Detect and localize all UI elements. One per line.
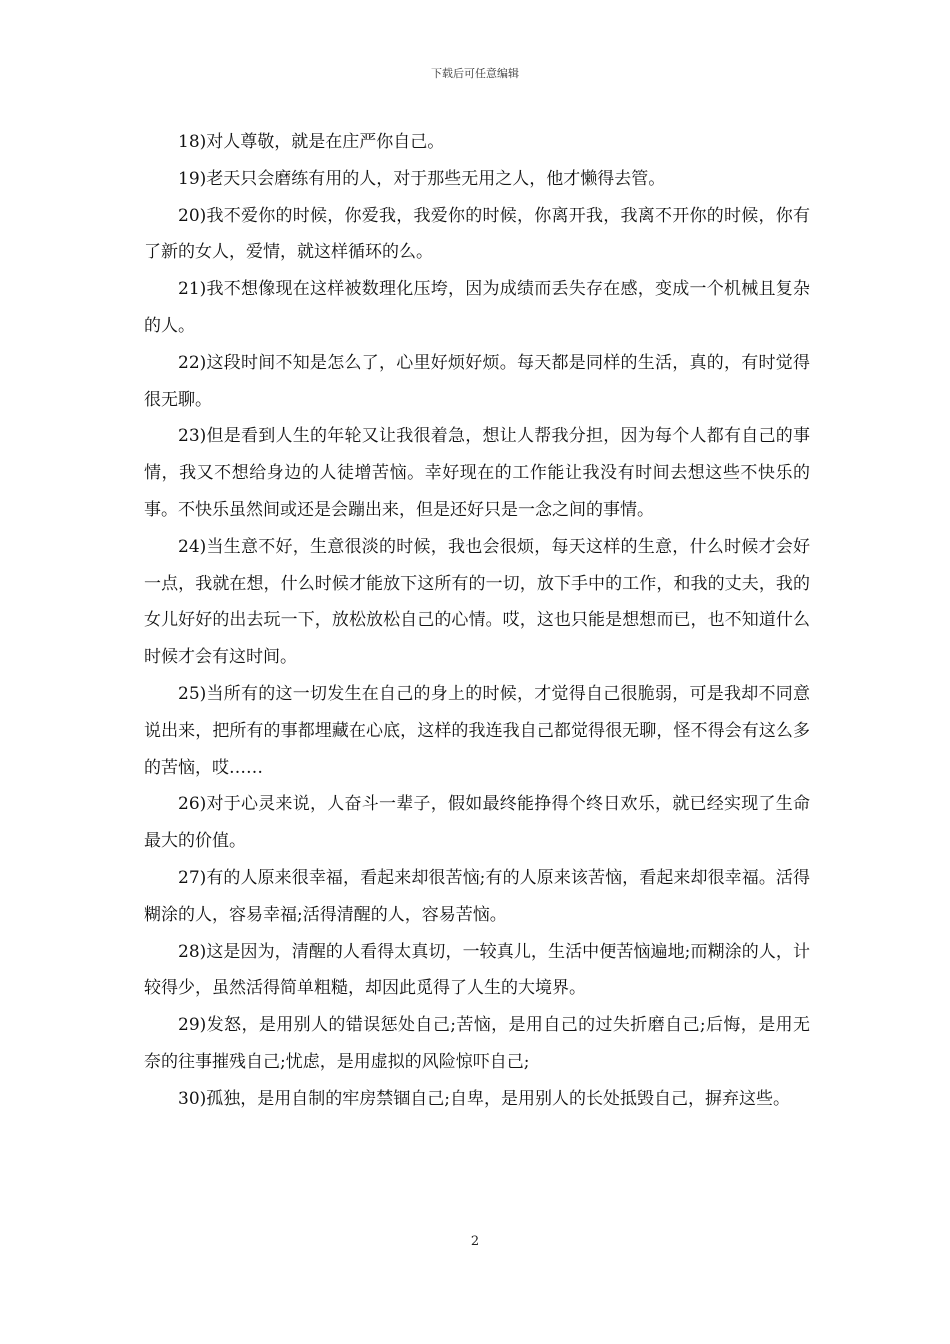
paragraph-25: 25)当所有的这一切发生在自己的身上的时候，才觉得自己很脆弱，可是我却不同意说出来，把所有的事都埋藏在心底，这样的我连我自己都觉得很无聊，怪不得会有这么多的苦恼，哎…… <box>144 683 810 778</box>
paragraph-24: 24)当生意不好，生意很淡的时候，我也会很烦，每天这样的生意，什么时候才会好一点，我就在想，什么时候才能放下这所有的一切，放下手中的工作，和我的丈夫，我的女儿好好的出去玩一下，放松放松自己的心情。哎，这也只能是想想而已，也不知道什么时候才会有这时间。 <box>144 536 810 668</box>
paragraph-21: 21)我不想像现在这样被数理化压垮，因为成绩而丢失存在感，变成一个机械且复杂的人。 <box>144 279 810 336</box>
paragraph-22: 22)这段时间不知是怎么了，心里好烦好烦。每天都是同样的生活，真的，有时觉得很无聊。 <box>144 352 810 410</box>
paragraph-27: 27)有的人原来很幸福，看起来却很苦恼;有的人原来该苦恼，看起来却很幸福。活得糊涂的人，容易幸福;活得清醒的人，容易苦恼。 <box>144 867 810 925</box>
page-header: 下载后可任意编辑 <box>431 67 519 80</box>
paragraph-23: 23)但是看到人生的年轮又让我很着急，想让人帮我分担，因为每个人都有自己的事情，我又不想给身边的人徒增苦恼。幸好现在的工作能让我没有时间去想这些不快乐的事。不快乐虽然间或还是会蹦出来，但是还好只是一念之间的事情。 <box>144 426 810 520</box>
paragraph-19: 19)老天只会磨练有用的人，对于那些无用之人，他才懒得去管。 <box>178 168 666 189</box>
paragraph-29: 29)发怒，是用别人的错误惩处自己;苦恼，是用自己的过失折磨自己;后悔，是用无奈的往事摧残自己;忧虑，是用虚拟的风险惊吓自己; <box>144 1015 810 1072</box>
paragraph-28: 28)这是因为，清醒的人看得太真切，一较真儿，生活中便苦恼遍地;而糊涂的人，计较得少，虽然活得简单粗糙，却因此觅得了人生的大境界。 <box>144 941 810 999</box>
paragraph-20: 20)我不爱你的时候，你爱我，我爱你的时候，你离开我，我离不开你的时候，你有了新的女人，爱情，就这样循环的么。 <box>144 205 810 263</box>
page-number: 2 <box>470 1234 480 1249</box>
paragraph-26: 26)对于心灵来说，人奋斗一辈子，假如最终能挣得个终日欢乐，就已经实现了生命最大的价值。 <box>144 794 810 852</box>
paragraph-18: 18)对人尊敬，就是在庄严你自己。 <box>178 132 445 152</box>
document-body <box>144 124 810 1118</box>
paragraph-30: 30)孤独，是用自制的牢房禁锢自己;自卑，是用别人的长处抵毁自己，摒弃这些。 <box>178 1088 790 1109</box>
